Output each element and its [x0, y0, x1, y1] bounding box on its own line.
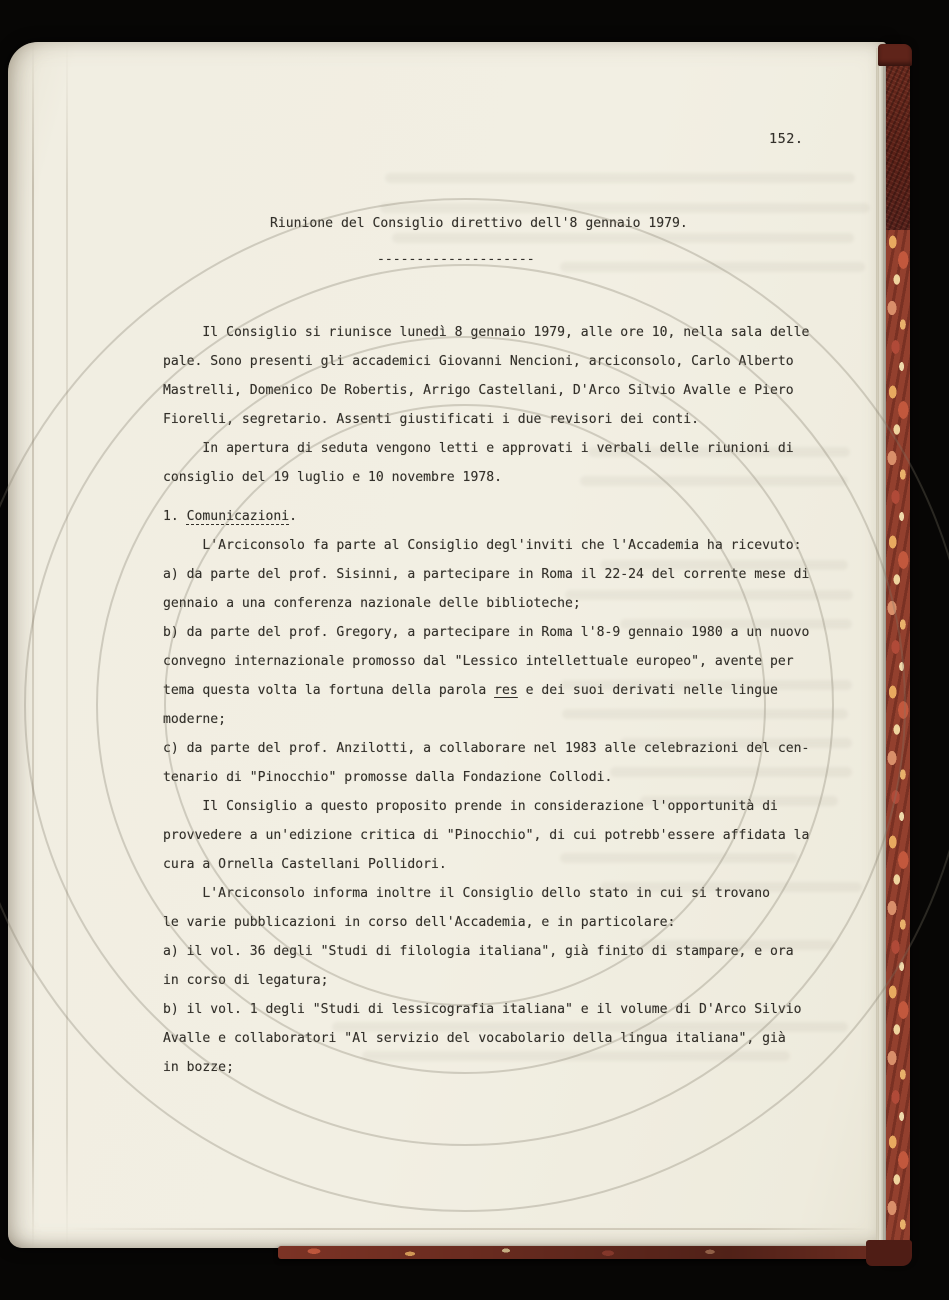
text-line — [163, 376, 853, 405]
text-segment: a) il vol. 36 degli "Studi di filologia italiana", già finito di stampare, e ora — [163, 944, 794, 959]
marbled-edge-bottom — [278, 1246, 878, 1259]
text-segment: c) da parte del prof. Anzilotti, a collaborare nel 1983 alle celebrazioni del cen- — [163, 741, 810, 756]
leather-corner-bottom — [866, 1240, 912, 1266]
text-line — [163, 850, 853, 879]
pages-fore-edge — [876, 48, 886, 1244]
text-line — [163, 502, 853, 531]
text-line — [163, 347, 853, 376]
text-segment: pale. Sono presenti gli accademici Giovanni Nencioni, arciconsolo, Carlo Alberto — [163, 354, 794, 369]
text-segment: le varie pubblicazioni in corso dell'Accademia, e in particolare: — [163, 915, 676, 930]
text-segment: L'Arciconsolo informa inoltre il Consiglio dello stato in cui si trovano — [163, 886, 770, 901]
underlined-word: Comunicazioni — [186, 509, 290, 524]
text-segment: in bozze; — [163, 1060, 234, 1075]
text-line — [163, 434, 853, 463]
text-line — [163, 531, 853, 560]
text-segment: a) da parte del prof. Sisinni, a partecipare in Roma il 22-24 del corrente mese di — [163, 567, 810, 582]
text-segment: consiglio del 19 luglio e 10 novembre 1978. — [163, 470, 502, 485]
text-line — [163, 705, 853, 734]
text-line — [163, 318, 853, 347]
text-line — [163, 647, 853, 676]
page-gutter-crease — [66, 42, 68, 1248]
text-line — [163, 995, 853, 1024]
text-segment: L'Arciconsolo fa parte al Consiglio degl'inviti che l'Accademia ha ricevuto: — [163, 538, 802, 553]
text-segment: convegno internazionale promosso dal "Lessico intellettuale europeo", avente per — [163, 654, 794, 669]
leather-corner-notch — [878, 44, 912, 66]
text-line — [163, 463, 853, 492]
text-segment: b) da parte del prof. Gregory, a partecipare in Roma l'8-9 gennaio 1980 a un nuovo — [163, 625, 810, 640]
text-line — [163, 560, 853, 589]
book-cover-edge — [886, 44, 910, 1262]
document-title: Riunione del Consiglio direttivo dell'8 gennaio 1979. — [270, 216, 688, 231]
leather-corner-top — [886, 44, 910, 232]
text-line — [163, 1024, 853, 1053]
text-segment: moderne; — [163, 712, 227, 727]
text-line — [163, 734, 853, 763]
text-segment: in corso di legatura; — [163, 973, 329, 988]
title-divider: -------------------- — [377, 252, 535, 267]
text-segment: b) il vol. 1 degli "Studi di lessicografia italiana" e il volume di D'Arco Silvio — [163, 1002, 802, 1017]
text-line — [163, 879, 853, 908]
page-gutter-crease — [32, 42, 34, 1248]
text-segment: Mastrelli, Domenico De Robertis, Arrigo Castellani, D'Arco Silvio Avalle e Piero — [163, 383, 794, 398]
text-segment: gennaio a una conferenza nazionale delle biblioteche; — [163, 596, 581, 611]
text-segment: tenario di "Pinocchio" promosse dalla Fondazione Collodi. — [163, 770, 613, 785]
marbled-paper-edge — [886, 230, 910, 1262]
text-line — [163, 676, 853, 705]
text-line — [163, 1053, 853, 1082]
text-segment: In apertura di seduta vengono letti e approvati i verbali delle riunioni di — [163, 441, 794, 456]
text-segment: Il Consiglio a questo proposito prende in considerazione l'opportunità di — [163, 799, 778, 814]
text-line — [163, 589, 853, 618]
page-number: 152. — [769, 131, 804, 147]
text-segment: tema questa volta la fortuna della parola — [163, 683, 495, 698]
text-line — [163, 908, 853, 937]
text-line — [163, 937, 853, 966]
underlined-word: res — [494, 683, 518, 698]
text-segment: provvedere a un'edizione critica di "Pinocchio", di cui potrebb'essere affidata la — [163, 828, 810, 843]
text-segment: Avalle e collaboratori "Al servizio del vocabolario della lingua italiana", già — [163, 1031, 786, 1046]
text-segment: e dei suoi derivati nelle lingue — [517, 683, 778, 698]
text-line — [163, 618, 853, 647]
text-line — [163, 966, 853, 995]
text-line — [163, 821, 853, 850]
text-segment: 1. — [163, 509, 187, 524]
text-segment: . — [289, 509, 298, 524]
text-segment: cura a Ornella Castellani Pollidori. — [163, 857, 447, 872]
text-line — [163, 763, 853, 792]
document-body — [163, 318, 853, 1082]
text-segment: Il Consiglio si riunisce lunedì 8 gennaio 1979, alle ore 10, nella sala delle — [163, 325, 810, 340]
text-line — [163, 405, 853, 434]
text-segment: Fiorelli, segretario. Assenti giustificati i due revisori dei conti. — [163, 412, 700, 427]
text-line — [163, 792, 853, 821]
board-emboss-line — [64, 1228, 872, 1230]
